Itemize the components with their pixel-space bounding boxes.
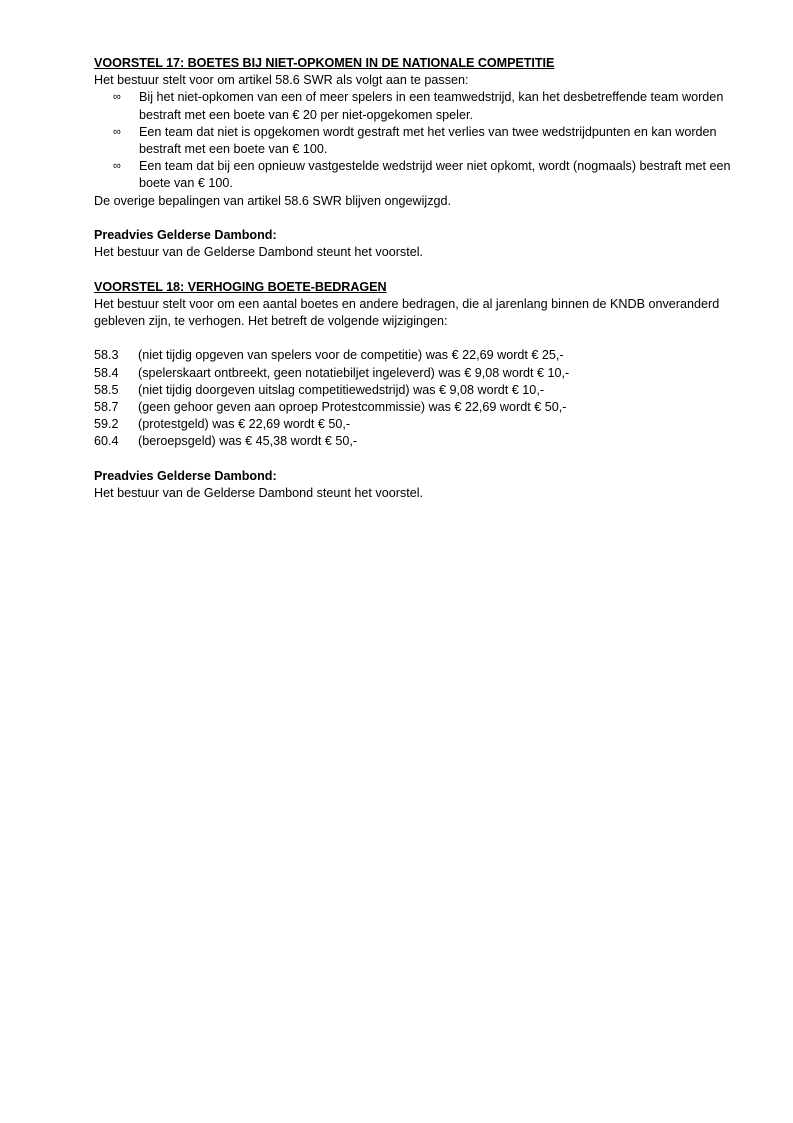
document-body bbox=[94, 55, 739, 502]
proposal-17-advice-heading: Preadvies Gelderse Dambond: bbox=[94, 228, 277, 243]
list-item bbox=[94, 158, 739, 192]
article-description: (spelerskaart ontbreekt, geen notatiebiljet ingeleverd) was € 9,08 wordt € 10,- bbox=[138, 365, 570, 380]
article-number: 60.4 bbox=[94, 434, 119, 449]
list-item-label: Een team dat niet is opgekomen wordt gestraft met het verlies van twee wedstrijdpunten en kan worden bestraft met een boete van € 100. bbox=[139, 124, 717, 157]
list-item bbox=[94, 89, 739, 123]
proposal-18-intro: Het bestuur stelt voor om een aantal boetes en andere bedragen, die al jarenlang binnen de KNDB onveranderd gebleven zijn, te verhogen. Het betreft de volgende wijzigingen: bbox=[94, 296, 720, 329]
list-item-label: Bij het niet-opkomen van een of meer spelers in een teamwedstrijd, kan het desbetreffende team worden bestraft met een boete van € 20 per niet-opgekomen speler. bbox=[139, 90, 724, 122]
list-item-label: Een team dat bij een opnieuw vastgestelde wedstrijd weer niet opkomt, wordt (nogmaals) bestraft met een boete van € 100. bbox=[139, 159, 731, 191]
infinity-bullet-icon: ∞ bbox=[113, 160, 121, 173]
proposal-17-closing: De overige bepalingen van artikel 58.6 SWR blijven ongewijzgd. bbox=[94, 193, 452, 208]
article-number: 59.2 bbox=[94, 417, 119, 432]
spacer bbox=[94, 261, 739, 278]
spacer bbox=[94, 210, 739, 227]
article-number: 58.5 bbox=[94, 382, 119, 397]
article-number: 58.4 bbox=[94, 365, 119, 380]
fee-change-list bbox=[94, 347, 739, 450]
proposal-17-heading: VOORSTEL 17: BOETES BIJ NIET-OPKOMEN IN DE NATIONALE COMPETITIE bbox=[94, 56, 555, 70]
proposal-18-advice-heading: Preadvies Gelderse Dambond: bbox=[94, 468, 277, 483]
infinity-bullet-icon: ∞ bbox=[113, 91, 121, 104]
article-description: (protestgeld) was € 22,69 wordt € 50,- bbox=[138, 417, 351, 432]
proposal-17-intro: Het bestuur stelt voor om artikel 58.6 SWR als volgt aan te passen: bbox=[94, 73, 469, 88]
list-item bbox=[94, 124, 739, 158]
table-row bbox=[94, 433, 739, 450]
table-row bbox=[94, 399, 739, 416]
table-row bbox=[94, 365, 739, 382]
proposal-18-advice-text: Het bestuur van de Gelderse Dambond steunt het voorstel. bbox=[94, 486, 424, 501]
article-number: 58.3 bbox=[94, 348, 119, 363]
spacer bbox=[94, 330, 739, 347]
spacer bbox=[94, 451, 739, 468]
table-row bbox=[94, 347, 739, 364]
table-row bbox=[94, 416, 739, 433]
article-description: (niet tijdig doorgeven uitslag competitiewedstrijd) was € 9,08 wordt € 10,- bbox=[138, 382, 545, 397]
proposal-17-advice-text: Het bestuur van de Gelderse Dambond steunt het voorstel. bbox=[94, 245, 424, 260]
article-description: (niet tijdig opgeven van spelers voor de competitie) was € 22,69 wordt € 25,- bbox=[138, 348, 564, 363]
table-row bbox=[94, 382, 739, 399]
proposal-17-bullet-list bbox=[94, 89, 739, 192]
infinity-bullet-icon: ∞ bbox=[113, 125, 121, 138]
article-description: (geen gehoor geven aan oproep Protestcommissie) was € 22,69 wordt € 50,- bbox=[138, 400, 567, 415]
article-description: (beroepsgeld) was € 45,38 wordt € 50,- bbox=[138, 434, 358, 449]
article-number: 58.7 bbox=[94, 400, 119, 415]
proposal-18-heading: VOORSTEL 18: VERHOGING BOETE-BEDRAGEN bbox=[94, 279, 387, 294]
